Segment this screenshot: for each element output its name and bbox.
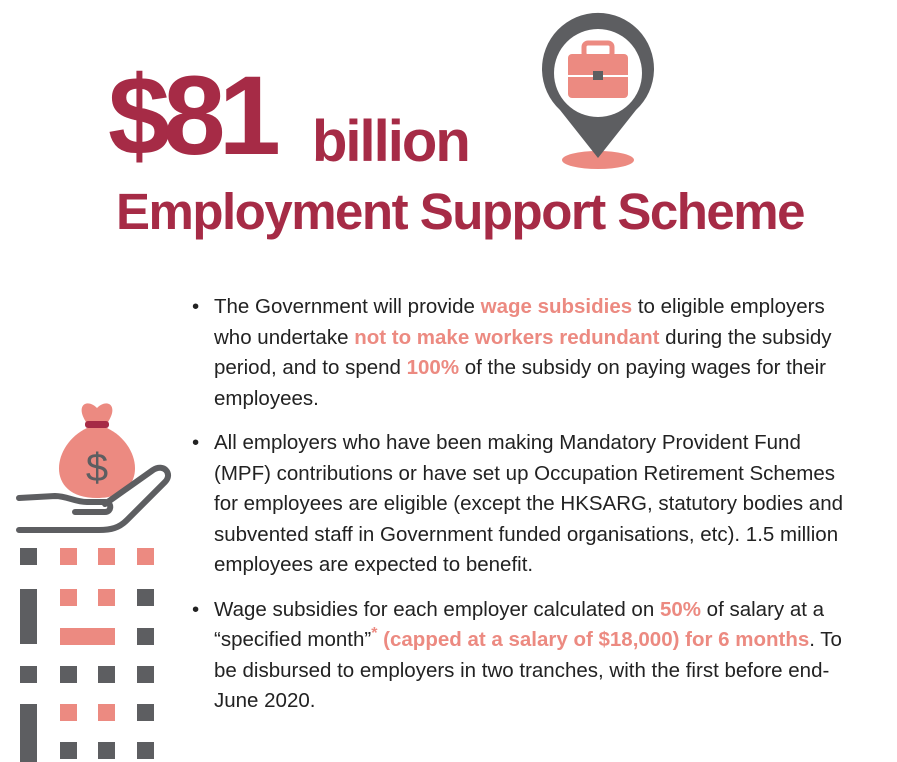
scheme-details-list (192, 292, 852, 731)
list-item: • All employers who have been making Mandatory Provident Fund (MPF) contributions or have set up Occupation Retirement Schemes for employees are eligible (except the HKSARG, statutory bodies and subvented staff in Government funded organisations, etc). 1.5 million employees are expected to benefit. (192, 428, 852, 581)
svg-text:$: $ (85, 446, 109, 490)
highlight-text: 50% (659, 597, 701, 621)
highlight-text: (capped at a salary of $18,000) for 6 months (377, 628, 810, 651)
list-item: • Wage subsidies for each employer calculated on 50% of salary at a “specified month”* (capped at a salary of $18,000) for 6 months. To be disbursed to employers in two tranches, with the first before end-June 2020. (192, 595, 852, 717)
highlight-text: wage subsidies (480, 295, 633, 318)
briefcase-location-pin-icon (540, 10, 660, 180)
highlight-text: not to make workers redundant (354, 325, 660, 349)
highlight-text: 100% (406, 356, 460, 379)
list-item: • The Government will provide wage subsidies to eligible employers who undertake not to make workers redundant during the subsidy period, and to spend 100% of the subsidy on paying wages for their employees. (192, 292, 852, 414)
footnote-asterisk: * (371, 625, 378, 643)
scheme-title: Employment Support Scheme (116, 183, 804, 240)
dash-grid-pattern (20, 548, 165, 762)
headline-unit: billion (312, 109, 469, 174)
headline-amount: $81 (108, 53, 274, 178)
money-bag-hand-icon (15, 400, 175, 545)
